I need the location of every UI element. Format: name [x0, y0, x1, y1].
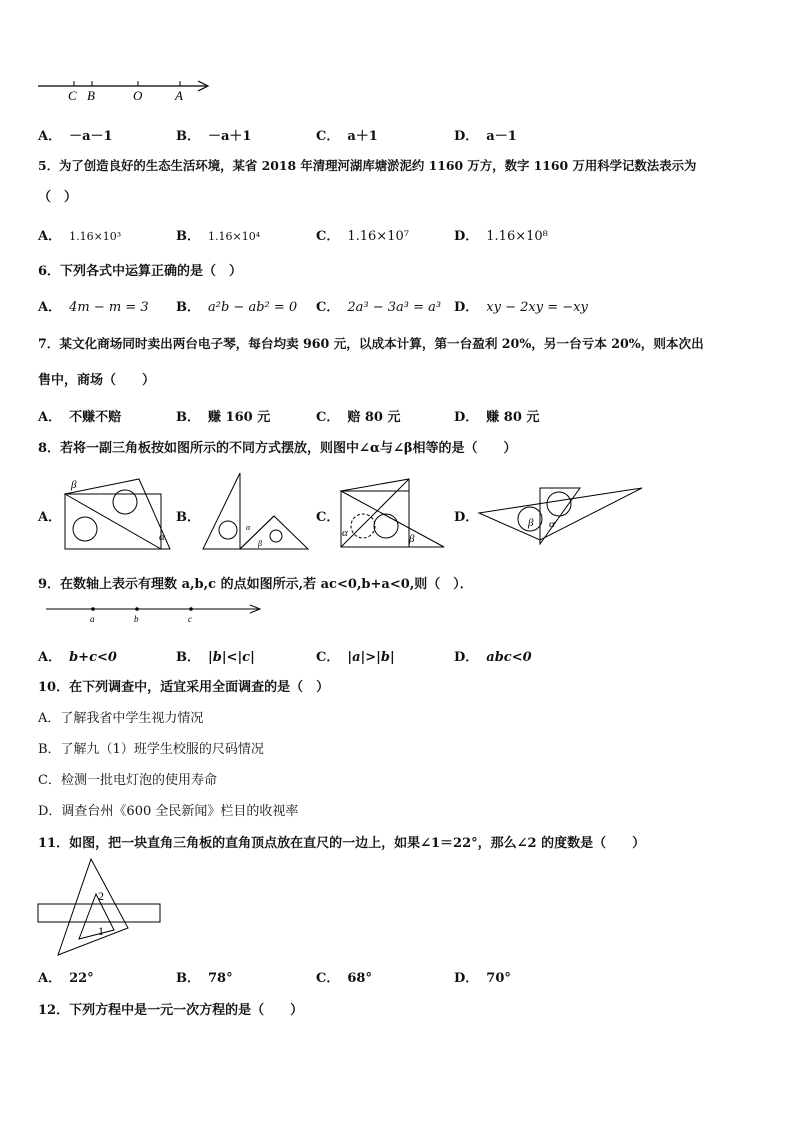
q11-figure	[36, 856, 166, 958]
q5-option-c[interactable]: C． 1.16×10⁷	[316, 229, 409, 244]
q10-option-a[interactable]: A．了解我省中学生视力情况	[38, 711, 204, 726]
q8-figure-b	[200, 468, 312, 552]
q7-option-b[interactable]: B． 赚 160 元	[176, 410, 271, 425]
q10-option-b[interactable]: B．了解九（1）班学生校服的尺码情况	[38, 742, 264, 757]
svg-text:β: β	[409, 533, 415, 545]
svg-text:β: β	[258, 539, 262, 548]
q7-option-d[interactable]: D． 赚 80 元	[454, 410, 540, 425]
point-label-b: B	[87, 88, 95, 103]
number-line-figure	[34, 76, 214, 104]
q9-option-b[interactable]: B． |b|<|c|	[176, 650, 255, 665]
q10-option-d[interactable]: D．调查台州《600 全民新闻》栏目的收视率	[38, 804, 299, 819]
svg-text:β: β	[528, 517, 534, 529]
q8-option-d[interactable]: D．	[454, 510, 479, 525]
q4-option-b[interactable]: B． －a＋1	[176, 129, 252, 144]
q6-option-d[interactable]: D． xy − 2xy = −xy	[454, 300, 588, 315]
svg-text:a: a	[90, 614, 95, 624]
q9-option-c[interactable]: C． |a|>|b|	[316, 650, 395, 665]
q9-option-a[interactable]: A． b+c<0	[38, 650, 117, 665]
q7-option-c[interactable]: C． 赔 80 元	[316, 410, 401, 425]
svg-text:1: 1	[98, 924, 104, 938]
point-label-c: C	[68, 88, 77, 103]
q10-option-c[interactable]: C．检测一批电灯泡的使用寿命	[38, 773, 217, 788]
q8-figure-a	[62, 474, 174, 552]
svg-text:2: 2	[98, 889, 104, 903]
svg-text:α: α	[342, 527, 348, 539]
q9-stem: 9．在数轴上表示有理数 a,b,c 的点如图所示,若 ac<0,b+a<0,则（ ）．	[38, 577, 473, 592]
q8-figure-d	[476, 480, 646, 550]
q6-option-a[interactable]: A． 4m − m = 3	[38, 300, 149, 315]
q8-option-a[interactable]: A．	[38, 510, 62, 525]
q7-stem-line2: 售中，商场（ ）	[38, 373, 156, 388]
q6-stem: 6．下列各式中运算正确的是（ ）	[38, 264, 243, 279]
q5-stem: 5．为了创造良好的生态生活环境，某省 2018 年清理河湖库塘淤泥约 1160 万方，数字 1160 万用科学记数法表示为	[38, 158, 697, 173]
point-label-a: A	[175, 88, 183, 103]
svg-text:α: α	[246, 523, 251, 532]
q4-option-a[interactable]: A． －a－1	[38, 129, 113, 144]
q11-option-c[interactable]: C． 68°	[316, 971, 372, 986]
svg-text:β: β	[71, 479, 77, 491]
q7-option-a[interactable]: A． 不赚不赔	[38, 410, 122, 425]
q4-option-d[interactable]: D． a－1	[454, 129, 517, 144]
q7-stem-line1: 7．某文化商场同时卖出两台电子琴，每台均卖 960 元，以成本计算，第一台盈利 20%，另一台亏本 20%，则本次出	[38, 336, 704, 351]
q5-paren: （ ）	[38, 190, 78, 205]
svg-text:α: α	[549, 518, 555, 530]
q8-option-c[interactable]: C．	[316, 510, 340, 525]
q6-option-c[interactable]: C． 2a³ − 3a³ = a³	[316, 300, 442, 315]
q4-option-c[interactable]: C． a＋1	[316, 129, 378, 144]
q8-stem: 8．若将一副三角板按如图所示的不同方式摆放，则图中∠α与∠β相等的是（ ）	[38, 441, 517, 456]
q9-number-line	[44, 602, 264, 626]
q8-figure-c	[338, 476, 448, 550]
svg-text:α: α	[159, 531, 165, 543]
q5-option-b[interactable]: B． 1.16×10⁴	[176, 229, 261, 244]
q6-option-b[interactable]: B． a²b − ab² = 0	[176, 300, 298, 315]
q11-option-b[interactable]: B． 78°	[176, 971, 233, 986]
q9-option-d[interactable]: D． abc<0	[454, 650, 532, 665]
q11-option-d[interactable]: D． 70°	[454, 971, 511, 986]
svg-text:c: c	[188, 614, 192, 624]
q10-stem: 10．在下列调查中，适宜采用全面调查的是（ ）	[38, 680, 330, 695]
q11-stem: 11．如图，把一块直角三角板的直角顶点放在直尺的一边上，如果∠1＝22°，那么∠2 的度数是（ ）	[38, 836, 646, 851]
q5-option-a[interactable]: A． 1.16×10³	[38, 229, 122, 244]
point-label-o: O	[133, 88, 143, 103]
q12-stem: 12．下列方程中是一元一次方程的是（ ）	[38, 1003, 304, 1018]
q5-option-d[interactable]: D． 1.16×10⁸	[454, 229, 548, 244]
q11-option-a[interactable]: A． 22°	[38, 971, 94, 986]
svg-text:b: b	[134, 614, 139, 624]
q8-option-b[interactable]: B．	[176, 510, 200, 525]
